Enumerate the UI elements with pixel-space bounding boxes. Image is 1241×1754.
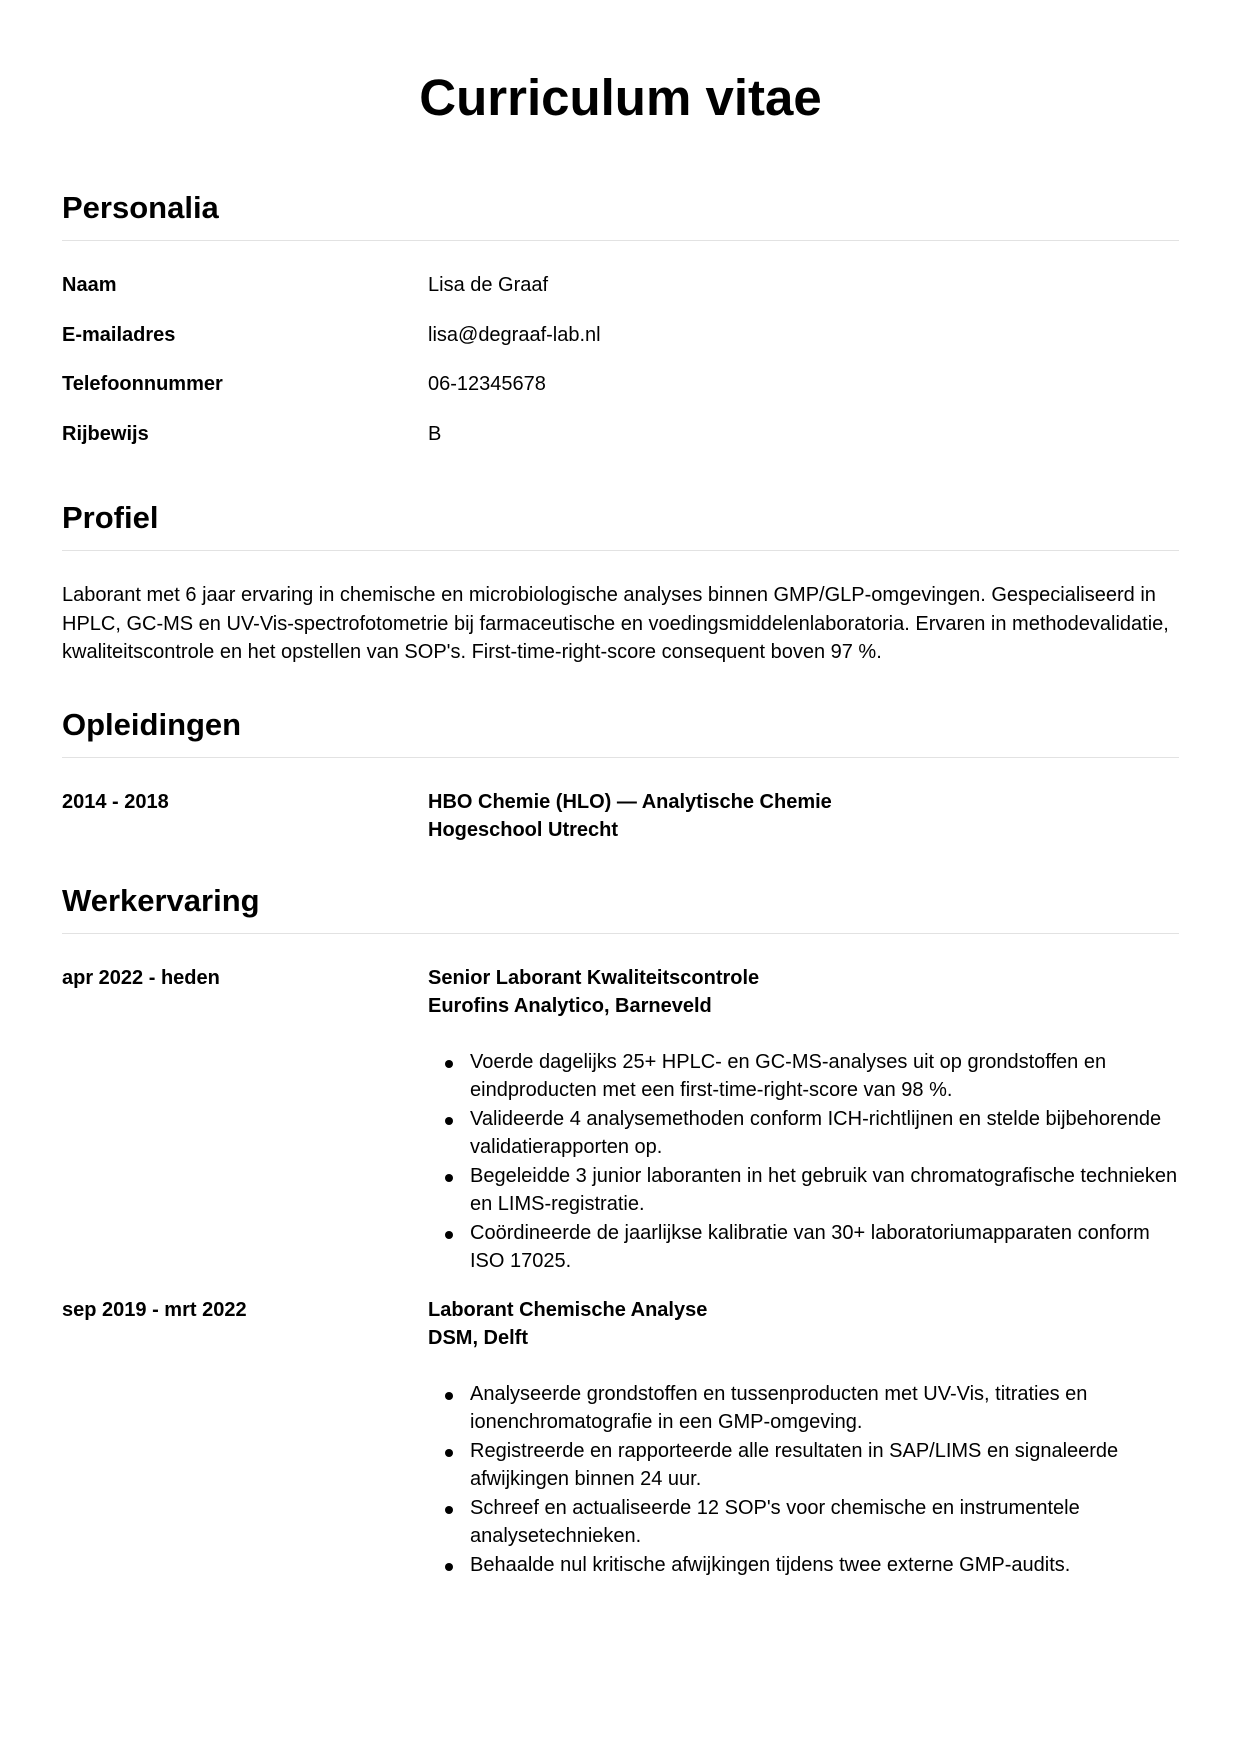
personalia-heading: Personalia xyxy=(62,188,1179,241)
work-title: Laborant Chemische Analyse xyxy=(428,1298,708,1321)
personalia-row-naam xyxy=(62,271,1179,321)
profiel-section xyxy=(62,498,1179,667)
bullet-dot-icon xyxy=(445,1392,453,1400)
education-institution: Hogeschool Utrecht xyxy=(428,819,619,841)
work-details xyxy=(428,1296,1179,1580)
work-company: DSM, Delft xyxy=(428,1327,528,1349)
bullet-dot-icon xyxy=(445,1060,453,1068)
work-bullet-item xyxy=(428,1380,1179,1437)
bullet-dot-icon xyxy=(445,1174,453,1182)
work-bullet-item xyxy=(428,1219,1179,1276)
opleidingen-section xyxy=(62,705,1179,845)
work-bullets xyxy=(428,1380,1179,1580)
work-bullet-text: Analyseerde grondstoffen en tussenproducten met UV-Vis, titraties en ionenchromatografie in een GMP-omgeving. xyxy=(470,1382,1088,1433)
profiel-text: Laborant met 6 jaar ervaring in chemische en microbiologische analyses binnen GMP/GLP-omgevingen. Gespecialiseerd in HPLC, GC-MS en UV-Vis-spectrofotometrie bij farmaceutische en voedingsmiddelenlaboratoria. Ervaren in methodevalidatie, kwaliteitscontrole en het opstellen van SOP's. First-time-right-score consequent boven 97 %. xyxy=(62,584,1169,663)
work-bullets xyxy=(428,1048,1179,1276)
work-bullet-text: Schreef en actualiseerde 12 SOP's voor chemische en instrumentele analysetechnieken. xyxy=(470,1496,1080,1547)
personalia-label: Telefoonnummer xyxy=(62,373,223,395)
work-period: apr 2022 - heden xyxy=(62,966,220,989)
education-entry xyxy=(62,788,1179,845)
personalia-row-telefoon xyxy=(62,370,1179,420)
bullet-dot-icon xyxy=(445,1506,453,1514)
document-title: Curriculum vitae xyxy=(419,69,822,126)
work-bullet-item xyxy=(428,1048,1179,1105)
work-bullet-item xyxy=(428,1105,1179,1162)
personalia-row-email xyxy=(62,321,1179,371)
work-bullet-text: Behaalde nul kritische afwijkingen tijdens twee externe GMP-audits. xyxy=(470,1553,1071,1576)
work-bullet-item xyxy=(428,1494,1179,1551)
personalia-row-rijbewijs xyxy=(62,420,1179,470)
work-bullet-text: Coördineerde de jaarlijkse kalibratie van 30+ laboratoriumapparaten conform ISO 17025. xyxy=(470,1221,1150,1272)
personalia-label: E-mailadres xyxy=(62,323,176,346)
personalia-value: 06-12345678 xyxy=(428,373,546,395)
work-bullet-text: Registreerde en rapporteerde alle resultaten in SAP/LIMS en signaleerde afwijkingen binnen 24 uur. xyxy=(470,1439,1119,1490)
opleidingen-heading: Opleidingen xyxy=(62,705,1179,758)
work-details xyxy=(428,964,1179,1276)
work-bullet-text: Begeleidde 3 junior laboranten in het gebruik van chromatografische technieken en LIMS-registratie. xyxy=(470,1164,1178,1215)
work-bullet-text: Voerde dagelijks 25+ HPLC- en GC-MS-analyses uit op grondstoffen en eindproducten met een first-time-right-score van 98 %. xyxy=(470,1050,1107,1101)
personalia-label: Rijbewijs xyxy=(62,422,149,445)
work-entry xyxy=(62,1296,1179,1580)
education-title: HBO Chemie (HLO) — Analytische Chemie xyxy=(428,790,832,813)
education-details xyxy=(428,788,1179,845)
personalia-label: Naam xyxy=(62,274,117,296)
education-period: 2014 - 2018 xyxy=(62,790,169,813)
work-bullet-text: Valideerde 4 analysemethoden conform ICH-richtlijnen en stelde bijbehorende validatierapporten op. xyxy=(470,1107,1162,1158)
work-bullet-item xyxy=(428,1551,1179,1580)
work-company: Eurofins Analytico, Barneveld xyxy=(428,995,712,1017)
werkervaring-section xyxy=(62,881,1179,1580)
work-title: Senior Laborant Kwaliteitscontrole xyxy=(428,966,760,989)
profiel-heading: Profiel xyxy=(62,498,1179,551)
work-bullet-item xyxy=(428,1437,1179,1494)
personalia-section xyxy=(62,188,1179,469)
bullet-dot-icon xyxy=(445,1231,453,1239)
personalia-value: B xyxy=(428,422,442,445)
personalia-table xyxy=(62,271,1179,469)
bullet-dot-icon xyxy=(445,1449,453,1457)
work-period: sep 2019 - mrt 2022 xyxy=(62,1298,247,1321)
bullet-dot-icon xyxy=(445,1117,453,1125)
werkervaring-heading: Werkervaring xyxy=(62,881,1179,934)
personalia-value: Lisa de Graaf xyxy=(428,274,549,296)
work-bullet-item xyxy=(428,1162,1179,1219)
bullet-dot-icon xyxy=(445,1563,453,1571)
personalia-value: lisa@degraaf-lab.nl xyxy=(428,323,601,346)
work-entry xyxy=(62,964,1179,1276)
